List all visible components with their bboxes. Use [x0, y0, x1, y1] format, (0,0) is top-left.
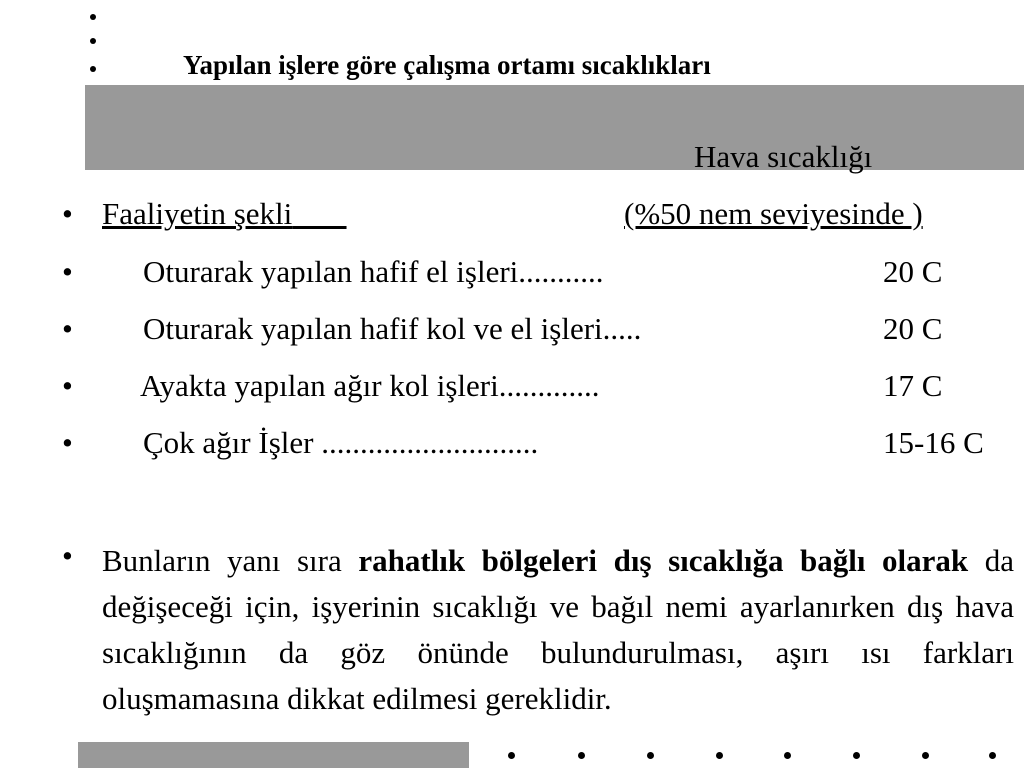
bullet-dot [90, 38, 96, 44]
footer-dot [716, 752, 723, 759]
bullet: • [62, 425, 73, 460]
column-header-top: Hava sıcaklığı [694, 139, 873, 174]
row-header-left: Faaliyetin şekli [102, 196, 293, 231]
header-band [85, 85, 1024, 170]
body-paragraph: Bunların yanı sıra rahatlık bölgeleri dış sıcaklığa bağlı olarak da değişeceği için, işyerinin sıcaklığı ve bağıl nemi ayarlanırken dış hava sıcaklığının da göz önünde bulundurulması, aşırı ısı farkları oluşmamasına dikkat edilmesi gereklidir. [102, 543, 1014, 716]
footer-dot [853, 752, 860, 759]
footer-dot [784, 752, 791, 759]
bullet: • [62, 311, 73, 346]
bullet-dot [90, 66, 96, 72]
activity-label: Ayakta yapılan ağır kol işleri............. [140, 368, 600, 403]
bullet: • [62, 254, 73, 289]
footer-dot [989, 752, 996, 759]
activity-label: Çok ağır İşler ............................ [143, 425, 539, 460]
bullet-dot [90, 14, 96, 20]
footer-dot [922, 752, 929, 759]
row-header-right: (%50 nem seviyesinde ) [624, 196, 923, 231]
footer-dot [578, 752, 585, 759]
activity-label: Oturarak yapılan hafif kol ve el işleri..... [143, 311, 642, 346]
slide-title: Yapılan işlere göre çalışma ortamı sıcaklıkları [183, 50, 711, 80]
temperature-value: 20 C [883, 254, 943, 289]
temperature-value: 15-16 C [883, 425, 984, 460]
footer-band [78, 742, 469, 768]
bullet: • [62, 368, 73, 403]
bullet: • [62, 196, 73, 231]
bullet: • [62, 538, 73, 573]
temperature-value: 20 C [883, 311, 943, 346]
temperature-value: 17 C [883, 368, 943, 403]
emphasis-text: rahatlık bölgeleri dış sıcaklığa bağlı olarak [358, 543, 969, 578]
activity-label: Oturarak yapılan hafif el işleri........... [143, 254, 604, 289]
footer-dot [508, 752, 515, 759]
footer-dot [647, 752, 654, 759]
